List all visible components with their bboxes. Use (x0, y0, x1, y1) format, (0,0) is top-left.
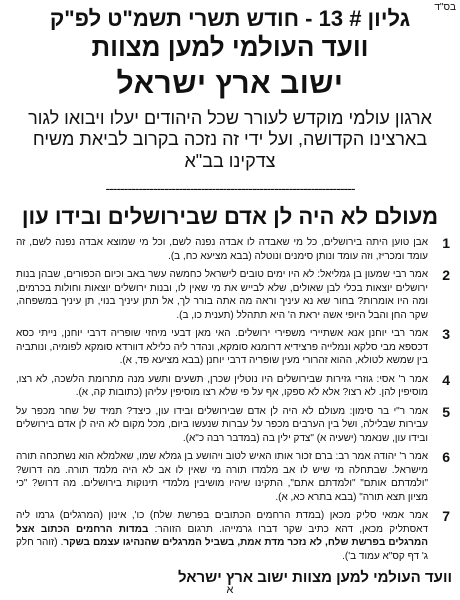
item-text-bold: במדות הרחמים הכתוב אצל המרגלים בפרשת שלח, לא נזכר מדת אמת, בשביל המרגלים שהנהיגו עצמם בשקר (16, 523, 428, 549)
item-number: 5 (442, 403, 450, 420)
item-number: 4 (442, 371, 450, 388)
list-item (16, 268, 450, 322)
organization-name: וועד העולמי למען מצוות (91, 32, 369, 63)
item-text: אמר ר"י בר סימון: מעולם לא היה לן אדם שבירושלים ובידו עון, כיצד? תמיד של שחר מכפר על עבירות שבלילה, ושל בין הערבים מכפר על עברות שנעשו ביום, מכל מקום לא היה לן אדם בירושלים ובידו עון, שנאמר (ישעיה א) "צדק ילין בה (במדבר רבה כ"א). (16, 405, 428, 444)
mission-line: ארגון עולמי מוקדש לעורר שכל היהודים יעלו ויבואו לגור (28, 107, 432, 128)
item-number: 6 (442, 449, 450, 466)
item-number: 3 (442, 326, 450, 343)
issue-line: גליון # 13 - חודש תשרי תשמ"ט לפ"ק (49, 6, 411, 31)
item-text-regular: . (זוהר חלק ג' דף קס"א עמוד ב'). (16, 537, 428, 562)
corner-mark: בס"ד (434, 2, 456, 13)
mission-line: בארצינו הקדושה, ועל ידי זה נזכה בקרוב לביאת משיח (32, 129, 428, 150)
item-number: 1 (442, 235, 450, 252)
item-number: 7 (442, 508, 450, 525)
footer-title: וועד העולמי למען מצוות ישוב ארץ ישראל (178, 569, 452, 587)
list-item (16, 327, 450, 368)
list-item (16, 450, 450, 504)
masthead (0, 6, 460, 102)
list-item (16, 373, 450, 400)
item-text (16, 509, 428, 563)
item-text: אמר רבי יוחנן אנא אשתיירי משפירי ירושלים. האי מאן דבעי מיחזי שופריה דרבי יוחנן, נייתי כסא דכספא מבי סלקא ונמלייה פרצידיא דרומנא סומקא, ונהדר ליה כלילא דוורדא סומקא לפומיה, ונותביה בין שמשא לטולא, ההוא זהרורי מעין שופריה דרבי יוחנן (בבא מציעא פד, א). (16, 328, 428, 367)
item-text: אמר רבי שמעון בן גמליאל: לא היו ימים טובים לישראל כחמשה עשר באב וכיום הכפורים, שבהן בנות ירושלים יוצאות בכלי לבן שאולים, שלא לבייש את מי שאין לו, ובנות ירושלים יוצאות וחולות בכרמים, ומה היו אומרות? בחור שא נא עיניך וראה מה אתה בורר לך, אל תתן עיניך בנוי, תן עיניך במשפחה, שקר החן והבל היופי אשה יראת ה' היא תתהלל (תענית כו, ב). (16, 269, 428, 321)
list-item (16, 509, 450, 563)
item-text: אבן טוען היתה בירושלים, כל מי שאבדה לו אבדה נפנה לשם, וכל מי שמוצא אבדה נפנה לשם, זה עומד ומכריז, וזה עומד ונותן סימנים ונוטלה (בבא מציעא כח, ב). (16, 237, 428, 262)
article-title: מעולם לא היה לן אדם שבירושלים ובידו עון (21, 204, 439, 230)
item-text: אמר ר' יהודה אמר רב: ברם זכור אותו האיש לטוב ויהושע בן גמלא שמו, שאלמלא הוא נשתכחה תורה מישראל. שבתחלה מי שיש לו אב מלמדו תורה מי שאין לו אב לא היה מלמד תורה. מה דרוש? "ולמדתם אותם" "ולמדתם אתם", התקינו שיהיו מושיבין מלמדי תינוקות בירושלים. מה דרוש? "כי מציון תצא תורה" (בבא בתרא כא, א). (16, 451, 428, 503)
dashed-separator: -------------------------------------------------------------------- (105, 180, 355, 197)
item-text-regular: אמר אמאי סליק מכאן (במדת הרחמים הכתובים בפרשת שלח) כו', אינון (המרגלים) גרמו ליה דאסתליק מכאן, דהא כתיב שקר דברו גרמייהו. תרגום הזוהר: (16, 510, 429, 535)
item-number: 2 (442, 267, 450, 284)
article-items (16, 236, 450, 563)
organization-subtitle: ישוב ארץ ישראל (116, 67, 344, 101)
item-text: אמר ר' אסי: גוזרי גזירות שבירושלים היו נוטלין שכרן, תשעים ותשע מנה מתרומת הלשכה, לא רצו, מוסיפין להן. לא רצו? אלא לא ספקו, אף על פי שלא רצו מוסיפין עליהן (כתובות קה, א). (16, 373, 428, 399)
mission-statement (14, 108, 446, 173)
list-item (16, 236, 450, 263)
page-number: א (226, 584, 234, 596)
mission-line: צדקינו בב"א (184, 150, 276, 171)
list-item (16, 405, 450, 446)
